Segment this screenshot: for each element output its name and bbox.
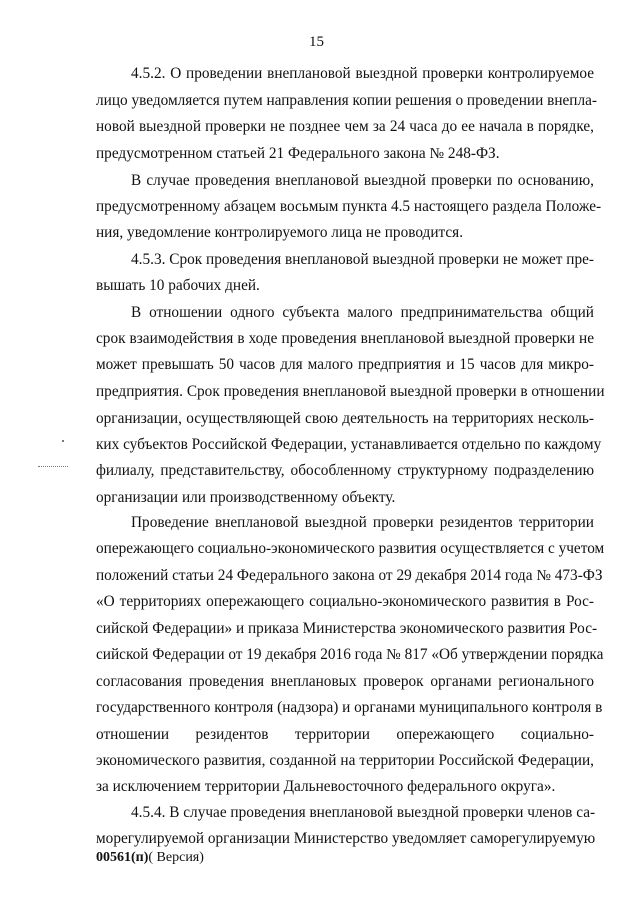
paragraph-line: вышать 10 рабочих дней. (96, 277, 260, 294)
paragraph-line: лицо уведомляется путем направления копии решения о проведении внепла- (96, 92, 597, 109)
paragraph-line: за исключением территории Дальневосточного федерального округа». (96, 778, 556, 795)
paragraph-line: опережающего социально-экономического развития осуществляется с учетом (96, 540, 605, 557)
paragraph-line: новой выездной проверки не позднее чем за 24 часа до ее начала в порядке, (96, 118, 594, 135)
document-footer (96, 850, 204, 866)
paragraph-line: организации или производственному объекту. (96, 489, 396, 506)
paragraph-line: 4.5.2. О проведении внеплановой выездной проверки контролируемое (131, 65, 594, 82)
paragraph-line: положений статьи 24 Федерального закона от 29 декабря 2014 года № 473-ФЗ (96, 567, 603, 584)
paragraph-line: согласования проведения внеплановых проверок органами регионального (96, 673, 594, 690)
paragraph-line: ния, уведомление контролируемого лица не проводится. (96, 224, 464, 241)
page-number: 15 (309, 34, 324, 50)
paragraph-line: филиалу, представительству, обособленному структурному подразделению (96, 462, 594, 479)
paragraph-line: сийской Федерации от 19 декабря 2016 года № 817 «Об утверждении порядка (96, 646, 604, 663)
margin-scan-dot (62, 440, 64, 442)
paragraph-line: В отношении одного субъекта малого предпринимательства общий (131, 304, 594, 321)
paragraph-line: ких субъектов Российской Федерации, устанавливается отдельно по каждому (96, 436, 602, 453)
paragraph-line: государственного контроля (надзора) и органами муниципального контроля в (96, 699, 603, 716)
paragraph-line: предприятия. Срок проведения внеплановой выездной проверки в отношении (96, 383, 605, 400)
paragraph-line: сийской Федерации» и приказа Министерства экономического развития Рос- (96, 620, 598, 637)
margin-scan-mark (38, 466, 68, 467)
document-version: ( Версия) (148, 850, 204, 865)
paragraph-line: 4.5.3. Срок проведения внеплановой выездной проверки не может пре- (131, 251, 594, 268)
paragraph-line: «О территориях опережающего социально-экономического развития в Рос- (96, 593, 594, 610)
paragraph-line: отношении резидентов территории опережающего социально- (96, 726, 594, 743)
paragraph-line: экономического развития, созданной на территории Российской Федерации, (96, 752, 594, 769)
paragraph-line: предусмотренном статьей 21 Федерального закона № 248-ФЗ. (96, 145, 500, 162)
paragraph-line: организации, осуществляющей свою деятельность на территориях несколь- (96, 410, 594, 427)
paragraph-line: срок взаимодействия в ходе проведения внеплановой выездной проверки не (96, 330, 594, 347)
paragraph-line: может превышать 50 часов для малого предприятия и 15 часов для микро- (96, 356, 594, 373)
paragraph-line: морегулируемой организации Министерство уведомляет саморегулируемую (96, 830, 596, 847)
paragraph-line: В случае проведения внеплановой выездной проверки по основанию, (131, 172, 594, 189)
paragraph-line: предусмотренному абзацем восьмым пункта 4.5 настоящего раздела Положе- (96, 198, 602, 215)
paragraph-line: Проведение внеплановой выездной проверки резидентов территории (131, 514, 594, 531)
document-code: 00561(п) (96, 850, 149, 865)
paragraph-line: 4.5.4. В случае проведения внеплановой выездной проверки членов са- (131, 804, 596, 821)
